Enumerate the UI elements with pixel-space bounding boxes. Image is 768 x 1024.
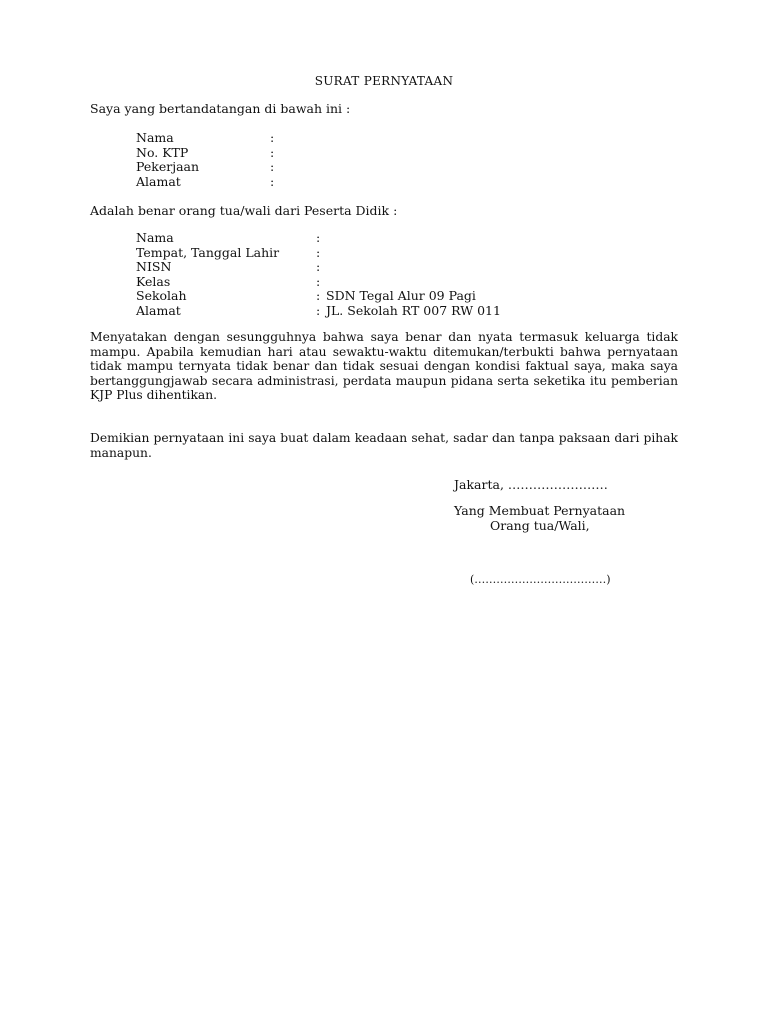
intro-text: Saya yang bertandatangan di bawah ini : <box>90 101 351 116</box>
field-separator: : <box>270 173 275 189</box>
field-label: Kelas <box>136 273 171 289</box>
signature-name-placeholder: (………………………………) <box>470 573 611 586</box>
signature-role-line1: Yang Membuat Pernyataan <box>454 503 626 518</box>
signature-place-date: Jakarta, …………………… <box>454 477 608 492</box>
field-label: Tempat, Tanggal Lahir <box>136 244 280 260</box>
field-separator: : <box>316 244 321 260</box>
field-label: Pekerjaan <box>136 159 200 174</box>
child-intro-text: Adalah benar orang tua/wali dari Peserta Didik : <box>90 203 398 218</box>
signature-role-line2: Orang tua/Wali, <box>490 518 590 533</box>
field-separator: : <box>270 144 275 160</box>
field-separator: : <box>270 159 275 174</box>
document-title: SURAT PERNYATAAN <box>314 74 454 88</box>
closing-paragraph: Demikian pernyataan ini saya buat dalam keadaan sehat, sadar dan tanpa paksaan dari pihak manapun. <box>90 431 678 460</box>
statement-paragraph: Menyatakan dengan sesungguhnya bahwa saya benar dan nyata termasuk keluarga tidak mampu. Apabila kemudian hari atau sewaktu-waktu ditemukan/terbukti bahwa pernyataan tidak mampu ternyata tidak benar dan tidak sesuai dengan kondisi faktual saya, maka saya bertanggungjawab secara administrasi, perdata maupun pidana serta seketika itu pemberian KJP Plus dihentikan. <box>90 330 678 403</box>
field-label: NISN <box>136 259 172 274</box>
field-value: JL. Sekolah RT 007 RW 011 <box>326 302 501 318</box>
field-label: Alamat <box>136 173 181 189</box>
field-separator: : <box>316 259 321 274</box>
field-label: Nama <box>136 230 174 245</box>
field-separator: : <box>316 302 321 318</box>
field-label: Alamat <box>136 302 181 318</box>
field-value: SDN Tegal Alur 09 Pagi <box>326 288 476 303</box>
field-separator: : <box>316 288 321 303</box>
field-label: No. KTP <box>136 144 189 160</box>
field-separator: : <box>316 273 321 289</box>
field-label: Sekolah <box>136 288 187 303</box>
field-separator: : <box>316 230 321 245</box>
field-separator: : <box>270 130 275 145</box>
field-label: Nama <box>136 130 174 145</box>
